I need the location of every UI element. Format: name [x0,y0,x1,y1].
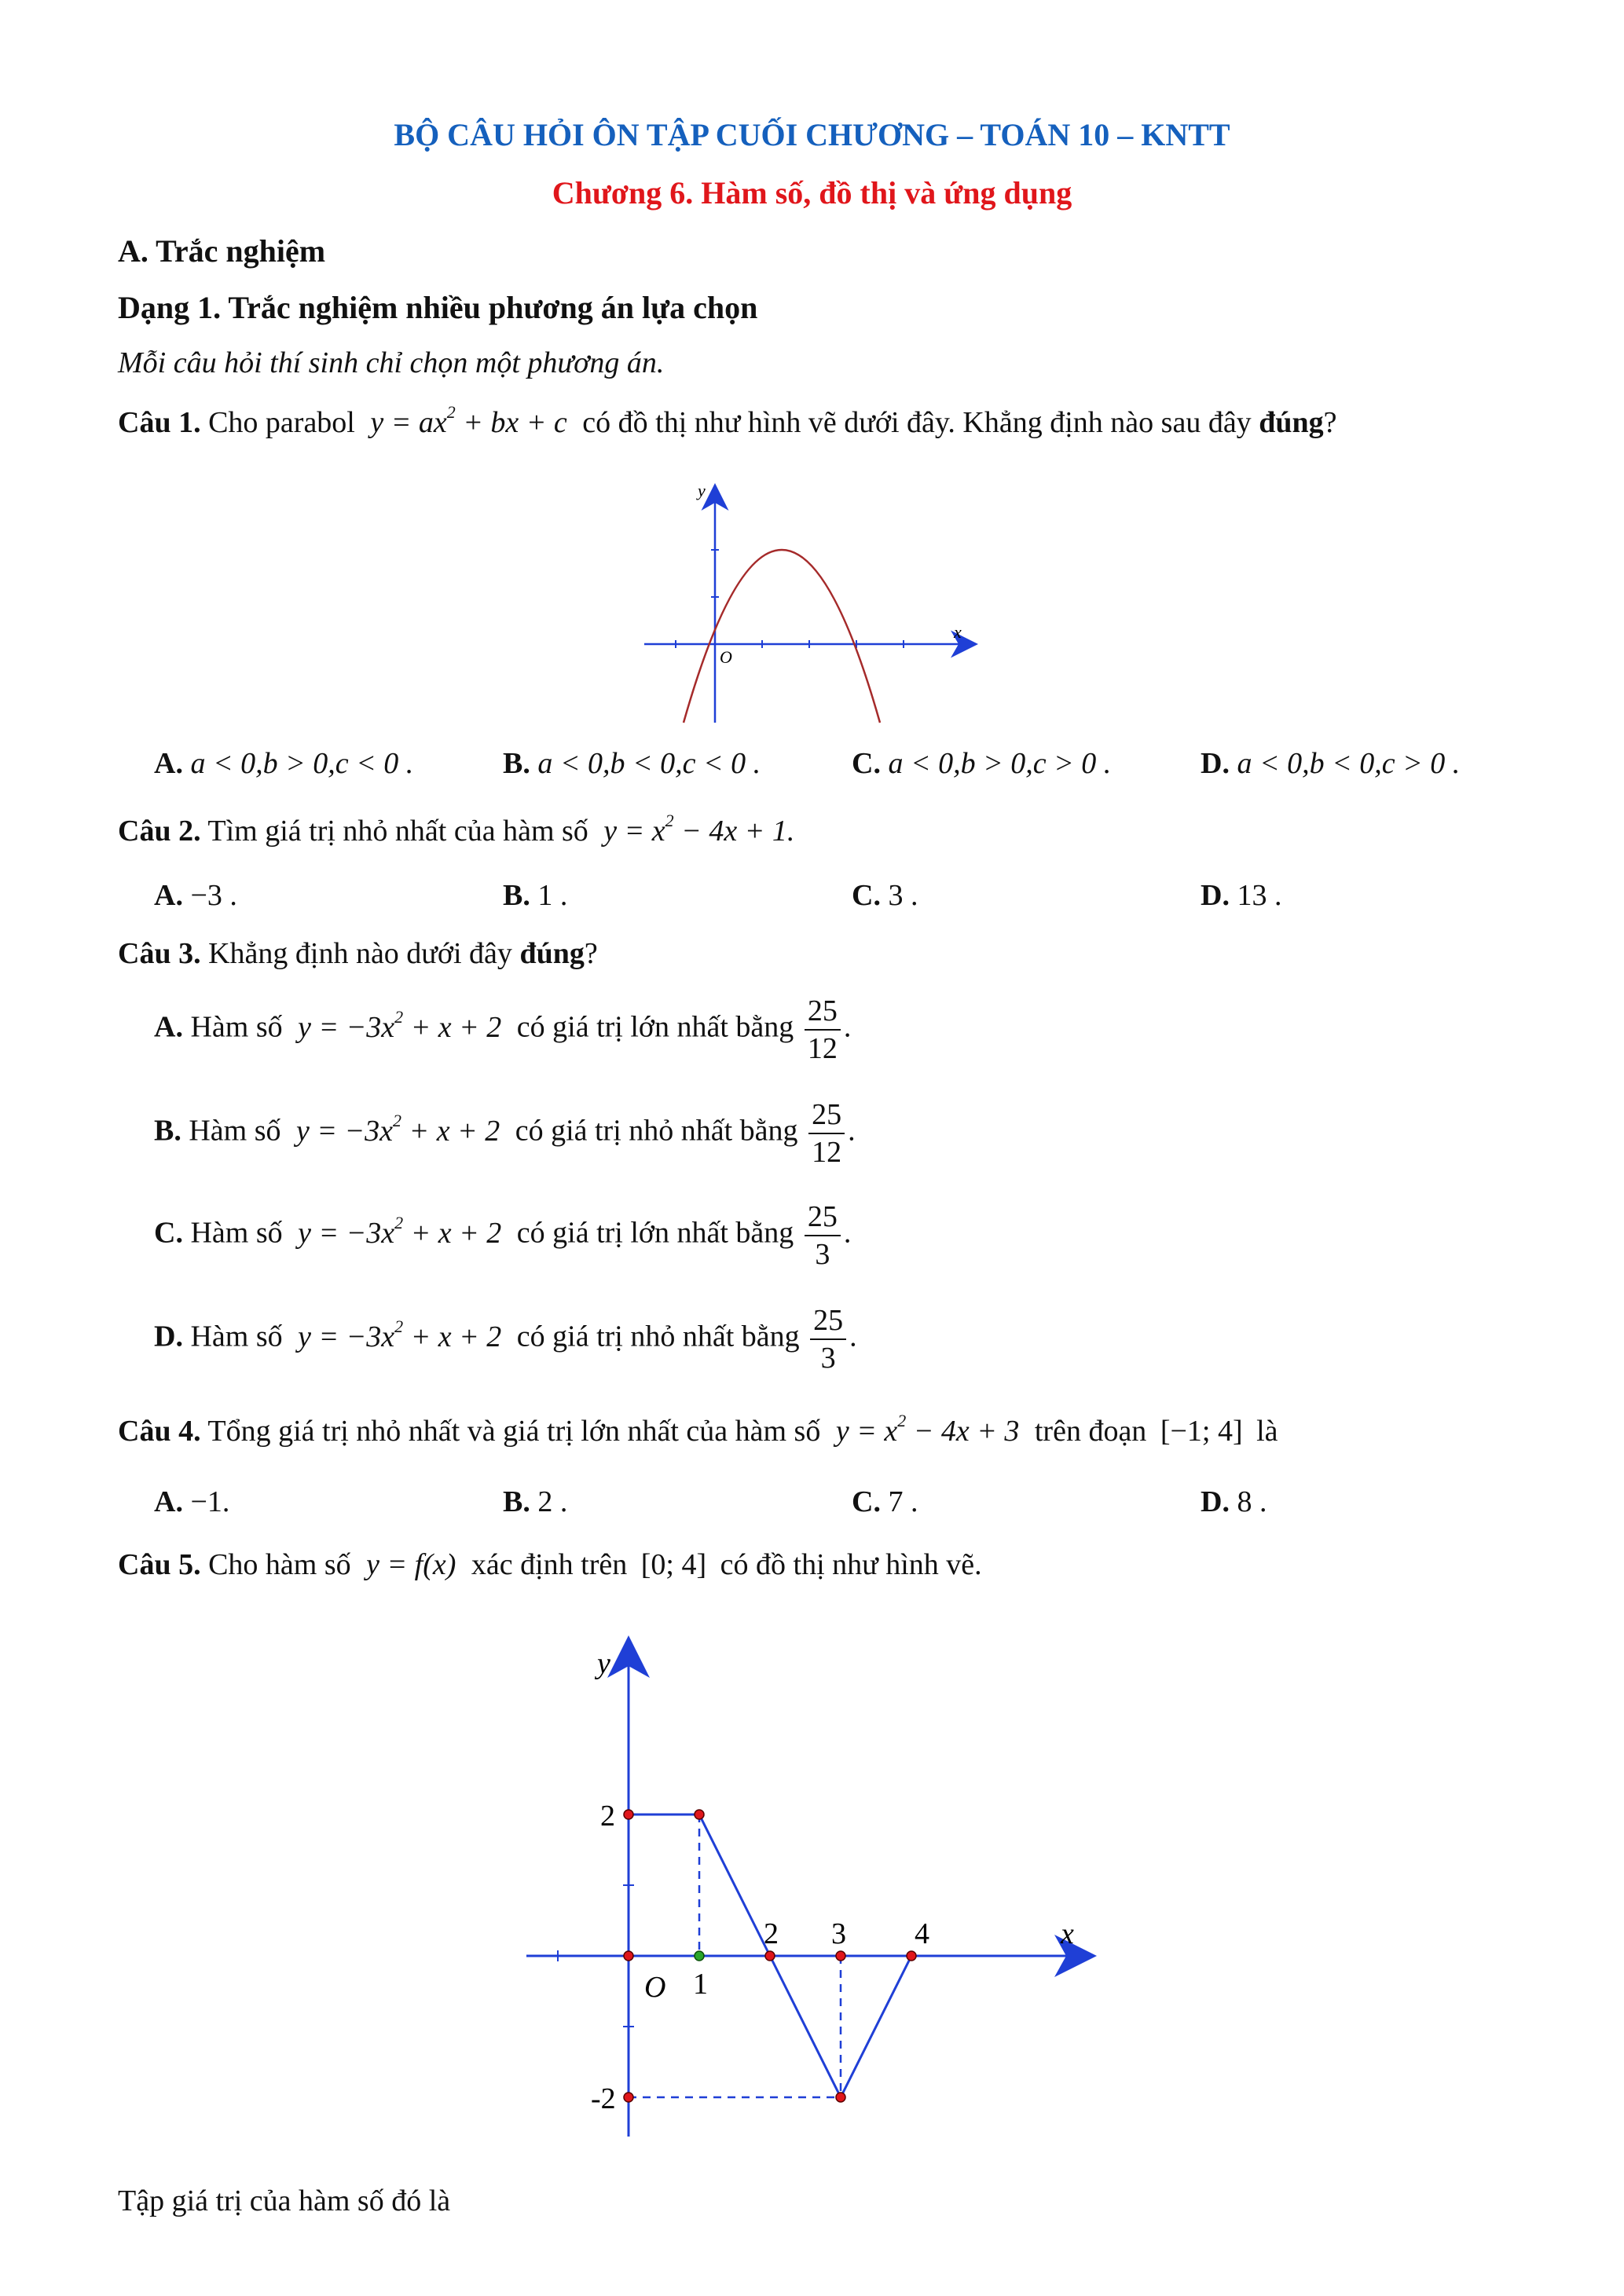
x-label: x [954,622,962,642]
question-3: Câu 3. Khẳng định nào dưới đây đúng? [118,937,598,970]
parabola-graph [636,471,982,738]
formula: $y = ax^2$ + bx + c [370,402,567,439]
tick-label: 1 [693,1968,708,2001]
point [624,1951,633,1961]
point [695,1951,704,1961]
q4-option-a[interactable]: A. −1. [154,1485,230,1518]
q1-option-b[interactable]: B. a < 0,b < 0,c < 0 . [503,747,761,780]
tick-label: 2 [600,1800,615,1833]
question-5-trailer: Tập giá trị của hàm số đó là [118,2184,451,2217]
question-2: Câu 2. Tìm giá trị nhỏ nhất của hàm số $y = x^2 - 4x + 1$. [118,811,795,848]
point [907,1951,916,1961]
q3-option-c[interactable]: C. Hàm số $y = -3x^2 + x + 2$ có giá trị lớn nhất bằng $\frac{25}{3}$ . [154,1200,852,1271]
origin-label: O [644,1971,666,2004]
q1-option-a[interactable]: A. a < 0,b > 0,c < 0 . [154,747,414,780]
tick-label: 3 [831,1917,846,1950]
tick-label: 2 [764,1917,779,1950]
tick-label: 4 [915,1917,929,1950]
section-heading: A. Trắc nghiệm [118,233,326,269]
q3-option-a[interactable]: A. Hàm số $y = -3x^2 + x + 2$ có giá trị lớn nhất bằng $\frac{25}{12}$ . [154,994,852,1065]
y-label: y [597,1647,610,1680]
x-label: x [1061,1917,1074,1950]
document-title: BỘ CÂU HỎI ÔN TẬP CUỐI CHƯƠNG – TOÁN 10 – KNTT [394,117,1230,152]
question-4: Câu 4. Tổng giá trị nhỏ nhất và giá trị lớn nhất của hàm số $y = x^2 - 4x + 3$ trên đoạn [−1; 4] là [118,1411,1278,1448]
piecewise-graph [519,1626,1100,2144]
tick-label: -2 [591,2082,616,2115]
q2-option-c[interactable]: C. 3 . [852,879,918,912]
q3-option-d[interactable]: D. Hàm số $y = -3x^2 + x + 2$ có giá trị nhỏ nhất bằng $\frac{25}{3}$ . [154,1304,857,1375]
point [836,1951,845,1961]
point [695,1810,704,1819]
question-label: Câu 1. [118,406,201,439]
point [836,2093,845,2102]
point [765,1951,775,1961]
q4-option-c[interactable]: C. 7 . [852,1485,918,1518]
parabola-curve [684,550,880,723]
origin-label: O [720,647,732,667]
q3-option-b[interactable]: B. Hàm số $y = -3x^2 + x + 2$ có giá trị nhỏ nhất bằng $\frac{25}{12}$ . [154,1098,856,1169]
chapter-title: Chương 6. Hàm số, đồ thị và ứng dụng [552,175,1072,211]
q2-option-b[interactable]: B. 1 . [503,879,568,912]
instruction-text: Mỗi câu hỏi thí sinh chỉ chọn một phương án. [118,346,665,379]
q4-option-b[interactable]: B. 2 . [503,1485,568,1518]
point [624,2093,633,2102]
q1-option-c[interactable]: C. a < 0,b > 0,c > 0 . [852,747,1112,780]
point [624,1810,633,1819]
q2-option-a[interactable]: A. −3 . [154,879,237,912]
y-label: y [698,481,706,500]
question-5: Câu 5. Cho hàm số y = f(x) xác định trên [0; 4] có đồ thị như hình vẽ. [118,1548,982,1581]
q2-option-d[interactable]: D. 13 . [1201,879,1282,912]
question-1: Câu 1. Cho parabol $y = ax^2$ + bx + c có đồ thị như hình vẽ dưới đây. Khẳng định nào sau đây đúng? [118,402,1337,439]
q4-option-d[interactable]: D. 8 . [1201,1485,1267,1518]
subsection-heading: Dạng 1. Trắc nghiệm nhiều phương án lựa chọn [118,290,758,325]
q1-option-d[interactable]: D. a < 0,b < 0,c > 0 . [1201,747,1461,780]
